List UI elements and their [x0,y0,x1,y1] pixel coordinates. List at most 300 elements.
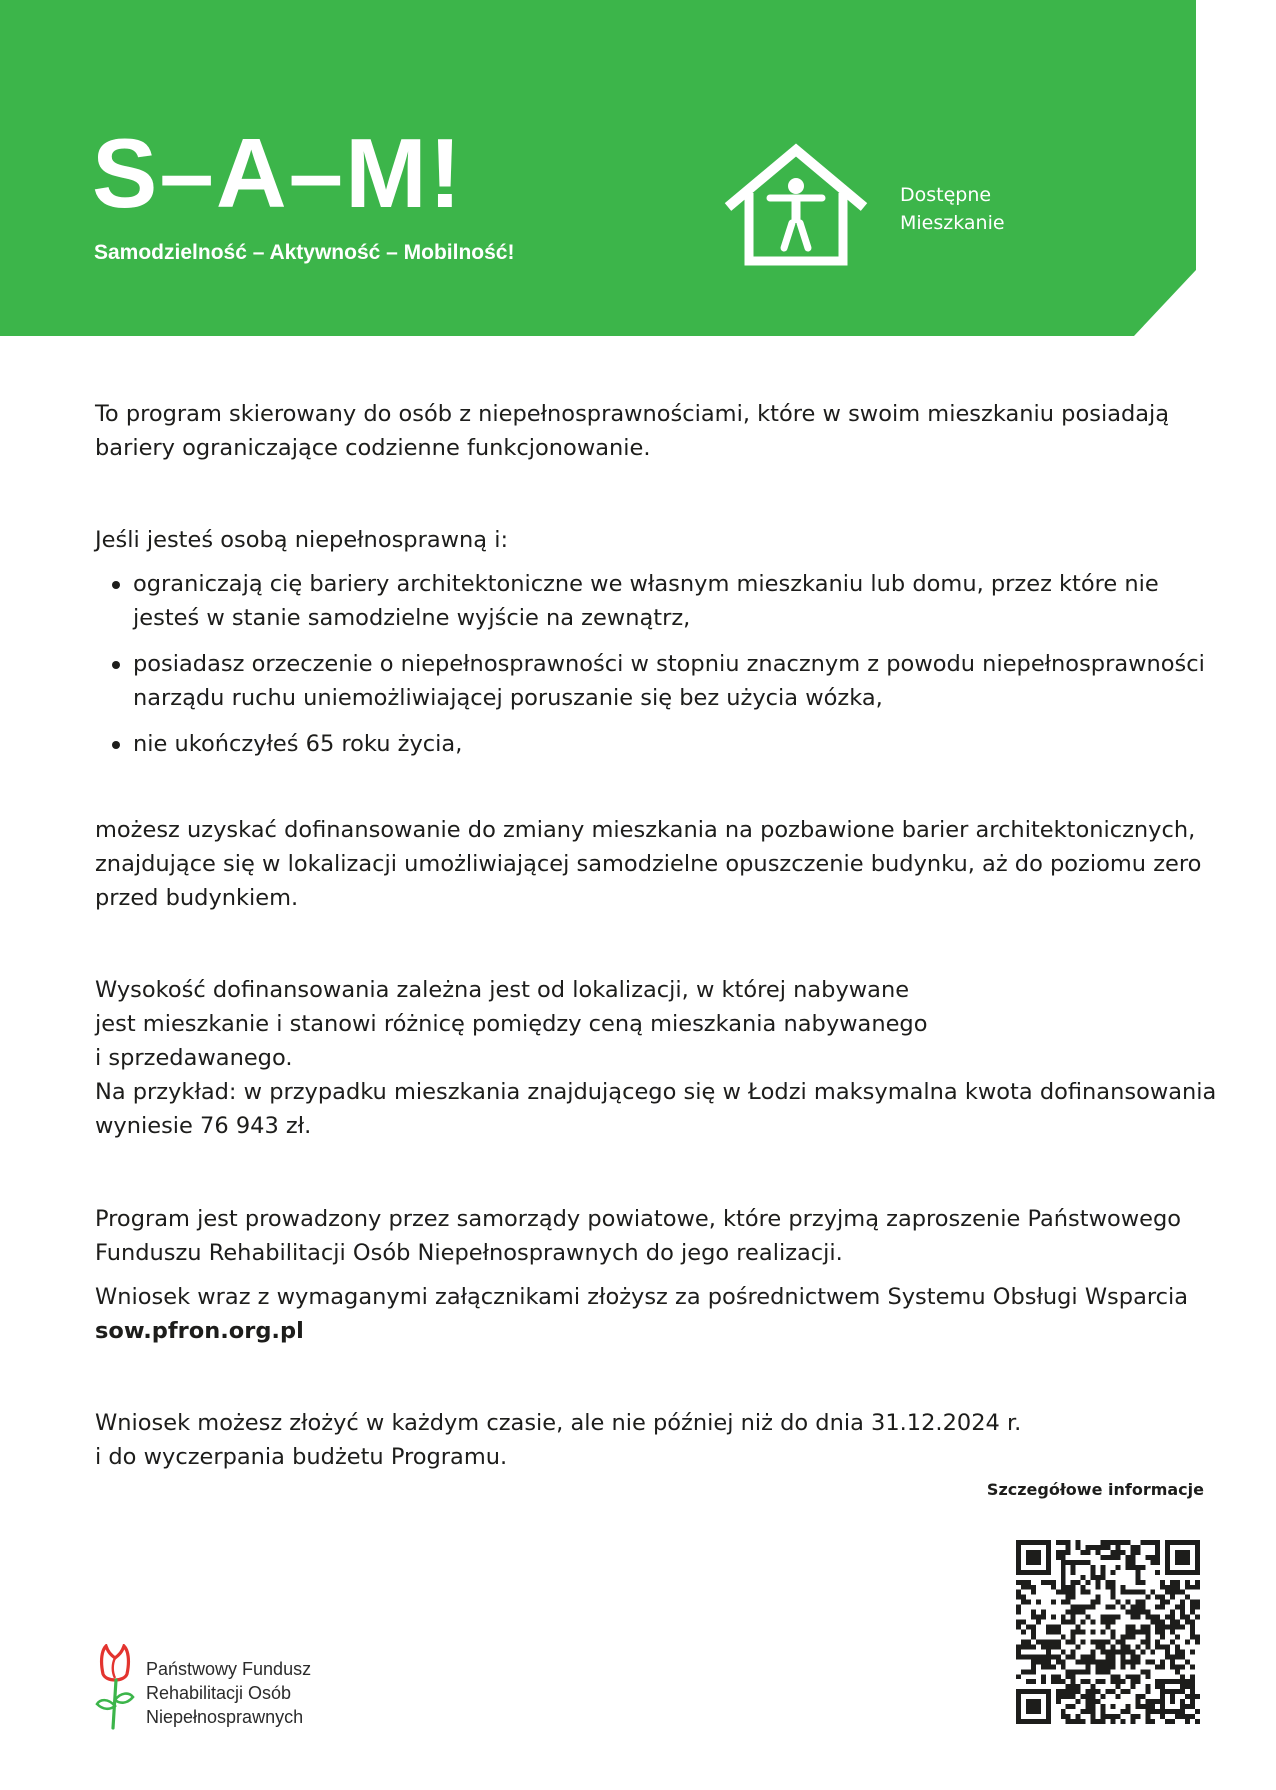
qr-module [1155,1550,1160,1555]
qr-module [1106,1649,1111,1654]
qr-module [1061,1585,1066,1590]
qr-module [1021,1570,1026,1575]
qr-module [1165,1570,1170,1575]
qr-module [1125,1630,1130,1635]
qr-module [1031,1669,1036,1674]
qr-module [1081,1575,1086,1580]
qr-module [1185,1615,1190,1620]
qr-module [1061,1615,1066,1620]
qr-module [1071,1595,1076,1600]
qr-module [1086,1689,1091,1694]
qr-module [1051,1600,1056,1605]
qr-module [1185,1704,1190,1709]
qr-module [1155,1540,1160,1545]
qr-module [1091,1694,1096,1699]
qr-module [1076,1605,1081,1610]
qr-module [1016,1699,1021,1704]
qr-module [1086,1615,1091,1620]
qr-module [1106,1689,1111,1694]
qr-module [1125,1625,1130,1630]
qr-module [1130,1615,1135,1620]
qr-module [1036,1654,1041,1659]
qr-module [1175,1654,1180,1659]
qr-module [1026,1585,1031,1590]
qr-module [1096,1595,1101,1600]
qr-module [1096,1699,1101,1704]
qr-module [1175,1540,1180,1545]
qr-module [1086,1580,1091,1585]
qr-module [1145,1714,1150,1719]
qr-module [1046,1664,1051,1669]
qr-module [1071,1649,1076,1654]
qr-module [1160,1605,1165,1610]
qr-module [1185,1550,1190,1555]
qr-module [1031,1659,1036,1664]
qr-module [1071,1694,1076,1699]
program-label-line2: Mieszkanie [900,212,1005,234]
qr-module [1066,1689,1071,1694]
qr-module [1051,1679,1056,1684]
qr-module [1086,1605,1091,1610]
eligibility-list [109,567,1219,773]
qr-module [1036,1555,1041,1560]
qr-module [1135,1570,1140,1575]
qr-module [1106,1654,1111,1659]
qr-module [1115,1545,1120,1550]
qr-module [1046,1639,1051,1644]
qr-module [1101,1620,1106,1625]
qr-module [1170,1664,1175,1669]
qr-module [1175,1709,1180,1714]
qr-module [1190,1630,1195,1635]
qr-module [1031,1555,1036,1560]
qr-module [1076,1699,1081,1704]
qr-module [1180,1679,1185,1684]
qr-module [1061,1659,1066,1664]
qr-module [1190,1634,1195,1639]
qr-module [1115,1714,1120,1719]
qr-module [1135,1659,1140,1664]
qr-module [1135,1644,1140,1649]
qr-module [1041,1659,1046,1664]
qr-module [1106,1620,1111,1625]
qr-module [1120,1649,1125,1654]
qr-module [1155,1625,1160,1630]
qr-module [1056,1694,1061,1699]
list-item: nie ukończyłeś 65 roku życia, [109,727,1219,761]
qr-module [1086,1669,1091,1674]
qr-module [1046,1550,1051,1555]
qr-module [1180,1560,1185,1565]
qr-module [1066,1545,1071,1550]
qr-module [1110,1630,1115,1635]
qr-module [1115,1600,1120,1605]
qr-module [1041,1639,1046,1644]
qr-module [1185,1639,1190,1644]
qr-module [1110,1704,1115,1709]
qr-module [1115,1694,1120,1699]
qr-module [1026,1625,1031,1630]
qr-module [1021,1580,1026,1585]
qr-module [1046,1630,1051,1635]
benefit-paragraph [95,813,1225,915]
qr-module [1071,1689,1076,1694]
qr-module [1170,1654,1175,1659]
qr-module [1145,1639,1150,1644]
qr-module [1125,1689,1130,1694]
qr-module [1170,1719,1175,1724]
qr-module [1155,1615,1160,1620]
qr-module [1101,1679,1106,1684]
qr-module [1110,1570,1115,1575]
qr-module [1021,1644,1026,1649]
qr-module [1026,1600,1031,1605]
qr-module [1170,1639,1175,1644]
qr-module [1135,1565,1140,1570]
qr-module [1056,1550,1061,1555]
qr-module [1031,1630,1036,1635]
qr-module [1066,1719,1071,1724]
qr-module [1155,1709,1160,1714]
qr-module [1195,1555,1200,1560]
pfron-tulip-logo [94,1644,136,1730]
qr-module [1110,1585,1115,1590]
qr-module [1190,1664,1195,1669]
qr-module [1091,1704,1096,1709]
qr-module [1071,1615,1076,1620]
qr-module [1046,1709,1051,1714]
qr-module [1091,1575,1096,1580]
qr-module [1185,1679,1190,1684]
qr-module [1026,1644,1031,1649]
qr-module [1036,1689,1041,1694]
qr-module [1076,1684,1081,1689]
qr-module [1170,1610,1175,1615]
qr-module [1091,1654,1096,1659]
qr-module [1175,1605,1180,1610]
qr-module [1106,1639,1111,1644]
qr-module [1175,1714,1180,1719]
qr-module [1031,1615,1036,1620]
qr-module [1195,1565,1200,1570]
qr-module [1120,1654,1125,1659]
qr-module [1170,1679,1175,1684]
qr-module [1056,1674,1061,1679]
qr-module [1101,1714,1106,1719]
qr-module [1026,1669,1031,1674]
qr-module [1096,1689,1101,1694]
qr-module [1170,1615,1175,1620]
qr-module [1135,1610,1140,1615]
qr-module [1135,1605,1140,1610]
qr-module [1021,1585,1026,1590]
qr-module [1081,1630,1086,1635]
qr-module [1101,1639,1106,1644]
qr-module [1076,1689,1081,1694]
qr-module [1071,1679,1076,1684]
qr-module [1195,1585,1200,1590]
qr-module [1185,1560,1190,1565]
qr-module [1130,1550,1135,1555]
qr-module [1110,1605,1115,1610]
accessible-home-icon [722,143,870,268]
qr-module [1041,1615,1046,1620]
qr-module [1046,1719,1051,1724]
qr-module [1081,1560,1086,1565]
qr-module [1140,1540,1145,1545]
qr-module [1145,1615,1150,1620]
qr-module [1066,1600,1071,1605]
program-label [900,181,1080,237]
qr-module [1180,1615,1185,1620]
qr-module [1101,1565,1106,1570]
qr-module [1115,1550,1120,1555]
qr-module [1175,1625,1180,1630]
qr-module [1135,1575,1140,1580]
qr-module [1066,1610,1071,1615]
qr-module [1175,1634,1180,1639]
qr-module [1086,1560,1091,1565]
qr-module [1066,1694,1071,1699]
qr-module [1190,1600,1195,1605]
amount-line-1: Wysokość dofinansowania zależna jest od lokalizacji, w której nabywane [95,977,910,1003]
qr-module [1190,1610,1195,1615]
qr-module [1115,1615,1120,1620]
qr-module [1130,1684,1135,1689]
qr-module [1190,1714,1195,1719]
qr-module [1106,1714,1111,1719]
qr-module [1081,1719,1086,1724]
qr-module [1026,1704,1031,1709]
qr-module [1170,1709,1175,1714]
qr-module [1130,1649,1135,1654]
qr-module [1031,1634,1036,1639]
qr-module [1106,1669,1111,1674]
qr-module [1185,1694,1190,1699]
qr-module [1160,1689,1165,1694]
qr-module [1026,1555,1031,1560]
qr-module [1135,1679,1140,1684]
qr-module [1130,1634,1135,1639]
qr-module [1145,1630,1150,1635]
qr-module [1091,1620,1096,1625]
qr-module [1195,1634,1200,1639]
qr-module [1125,1555,1130,1560]
qr-module [1185,1719,1190,1724]
qr-module [1135,1699,1140,1704]
qr-module [1021,1654,1026,1659]
qr-module [1066,1595,1071,1600]
intro-paragraph [95,397,1225,465]
qr-module [1096,1669,1101,1674]
qr-module [1120,1540,1125,1545]
qr-module [1051,1664,1056,1669]
qr-module [1195,1580,1200,1585]
qr-module [1125,1704,1130,1709]
amount-paragraph [95,973,1225,1143]
qr-module [1056,1639,1061,1644]
qr-module [1185,1714,1190,1719]
qr-module [1031,1719,1036,1724]
qr-module [1071,1719,1076,1724]
qr-module [1110,1590,1115,1595]
qr-module [1110,1689,1115,1694]
qr-module [1160,1580,1165,1585]
qr-module [1160,1595,1165,1600]
qr-module [1110,1595,1115,1600]
qr-module [1130,1565,1135,1570]
qr-module [1066,1620,1071,1625]
qr-module [1096,1580,1101,1585]
qr-module [1150,1704,1155,1709]
qr-module [1160,1644,1165,1649]
qr-module [1086,1709,1091,1714]
qr-module [1031,1540,1036,1545]
qr-module [1036,1615,1041,1620]
qr-module [1101,1570,1106,1575]
qr-module [1061,1575,1066,1580]
qr-module [1140,1694,1145,1699]
qr-module [1096,1644,1101,1649]
qr-module [1046,1704,1051,1709]
qr-module [1056,1630,1061,1635]
qr-module [1190,1699,1195,1704]
qr-module [1026,1540,1031,1545]
qr-module [1125,1565,1130,1570]
qr-module [1135,1714,1140,1719]
qr-module [1170,1570,1175,1575]
qr-module [1056,1555,1061,1560]
qr-module [1170,1699,1175,1704]
qr-module [1091,1714,1096,1719]
qr-module [1140,1669,1145,1674]
deadline-line-2: i do wyczerpania budżetu Programu. [95,1444,508,1470]
qr-module [1165,1679,1170,1684]
qr-module [1185,1659,1190,1664]
qr-module [1180,1550,1185,1555]
qr-module [1101,1649,1106,1654]
qr-module [1081,1550,1086,1555]
qr-module [1175,1580,1180,1585]
qr-module [1130,1714,1135,1719]
qr-module [1195,1545,1200,1550]
qr-module [1155,1679,1160,1684]
qr-module [1096,1659,1101,1664]
qr-module [1016,1714,1021,1719]
qr-module [1180,1709,1185,1714]
qr-module [1016,1550,1021,1555]
qr-module [1135,1600,1140,1605]
qr-module [1195,1550,1200,1555]
qr-module [1031,1625,1036,1630]
qr-module [1036,1659,1041,1664]
qr-module [1016,1719,1021,1724]
qr-module [1155,1699,1160,1704]
qr-module [1175,1560,1180,1565]
qr-module [1066,1585,1071,1590]
amount-line-2: jest mieszkanie i stanowi różnicę pomiędzy ceną mieszkania nabywanego [95,1011,928,1037]
qr-module [1056,1659,1061,1664]
qr-module [1155,1555,1160,1560]
qr-module [1066,1590,1071,1595]
qr-module [1061,1580,1066,1585]
list-item: posiadasz orzeczenie o niepełnosprawności w stopniu znacznym z powodu niepełnosprawności narządu ruchu uniemożliwiającej poruszanie się bez użycia wózka, [109,647,1219,715]
qr-module [1101,1719,1106,1724]
qr-module [1125,1709,1130,1714]
qr-module [1140,1580,1145,1585]
qr-module [1086,1590,1091,1595]
example-text: Na przykład: w przypadku mieszkania znajdującego się w Łodzi maksymalna kwota dofinansowania wyniesie 76 943 zł. [95,1079,1217,1139]
qr-module [1036,1709,1041,1714]
qr-module [1160,1714,1165,1719]
qr-module [1185,1555,1190,1560]
qr-module [1140,1639,1145,1644]
qr-module [1056,1689,1061,1694]
qr-module [1145,1610,1150,1615]
qr-module [1051,1625,1056,1630]
qr-module [1195,1615,1200,1620]
qr-module [1051,1580,1056,1585]
qr-module [1096,1575,1101,1580]
pfron-line-2: Rehabilitacji Osób [146,1683,292,1703]
qr-module [1046,1644,1051,1649]
qr-module [1140,1590,1145,1595]
qr-module [1175,1649,1180,1654]
qr-module [1145,1719,1150,1724]
qr-module [1106,1555,1111,1560]
qr-module [1101,1575,1106,1580]
qr-module [1190,1585,1195,1590]
qr-module [1061,1649,1066,1654]
qr-module [1125,1540,1130,1545]
qr-module [1180,1555,1185,1560]
qr-module [1185,1570,1190,1575]
qr-module [1091,1719,1096,1724]
qr-module [1041,1719,1046,1724]
qr-module [1135,1615,1140,1620]
qr-module [1115,1674,1120,1679]
qr-module [1046,1714,1051,1719]
qr-module [1130,1610,1135,1615]
qr-module [1106,1585,1111,1590]
qr-module [1016,1545,1021,1550]
qr-module [1046,1565,1051,1570]
qr-module [1120,1639,1125,1644]
qr-module [1071,1605,1076,1610]
qr-module [1125,1590,1130,1595]
sow-link[interactable]: sow.pfron.org.pl [95,1318,304,1344]
qr-module [1120,1709,1125,1714]
qr-module [1115,1565,1120,1570]
qr-module [1096,1550,1101,1555]
qr-module [1110,1550,1115,1555]
qr-module [1031,1664,1036,1669]
qr-module [1046,1699,1051,1704]
qr-module [1016,1610,1021,1615]
qr-module [1160,1659,1165,1664]
qr-module [1150,1590,1155,1595]
qr-module [1165,1654,1170,1659]
qr-module [1046,1560,1051,1565]
qr-module [1051,1644,1056,1649]
qr-module [1086,1694,1091,1699]
qr-module [1021,1630,1026,1635]
qr-module [1031,1570,1036,1575]
qr-module [1071,1639,1076,1644]
qr-code[interactable] [1016,1540,1200,1724]
qr-module [1091,1699,1096,1704]
qr-module [1031,1709,1036,1714]
